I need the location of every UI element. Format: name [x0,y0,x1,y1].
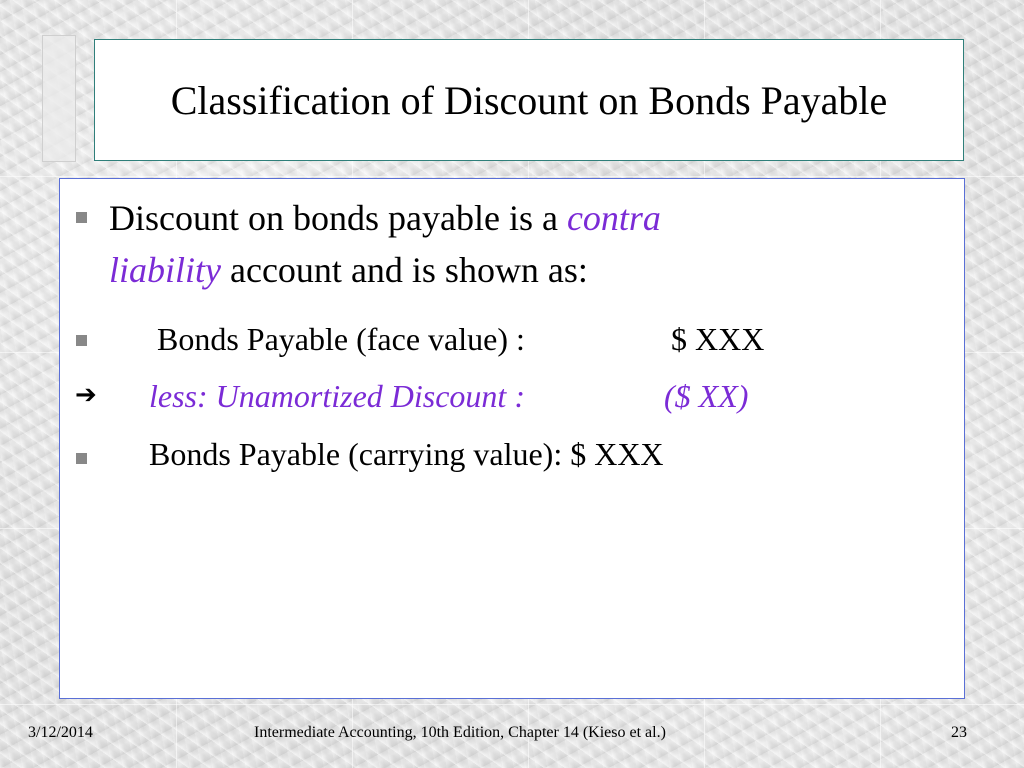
bullet-text-part1: Discount on bonds payable is a [109,198,567,238]
footer-date: 3/12/2014 [28,724,93,741]
title-box [94,39,964,161]
right-arrow-icon: ➔ [75,380,97,410]
emphasis-liability: liability [109,250,221,290]
slide-title: Classification of Discount on Bonds Payable [170,77,888,123]
bullet-square-icon [76,335,87,346]
face-value-amount: $ XXX [671,321,765,357]
bullet-text-part2: account and is shown as: [221,250,588,290]
bullet-contra-liability-line2 [109,247,588,293]
face-value-label: Bonds Payable (face value) : [157,321,525,357]
content-box [59,178,965,699]
discount-label: less: Unamortized Discount : [149,378,525,414]
emphasis-contra: contra [566,198,661,238]
carrying-value-line: Bonds Payable (carrying value): $ XXX [149,436,664,472]
background-grid-line [0,176,1024,177]
discount-amount: ($ XX) [664,378,749,414]
bullet-square-icon [76,212,87,223]
background-grid-line [0,704,1024,705]
bullet-square-icon [76,453,87,464]
footer-source: Intermediate Accounting, 10th Edition, Chapter 14 (Kieso et al.) [254,724,666,741]
footer-page-number: 23 [951,724,967,741]
bullet-contra-liability [109,195,661,241]
decorative-side-bar [42,35,76,162]
